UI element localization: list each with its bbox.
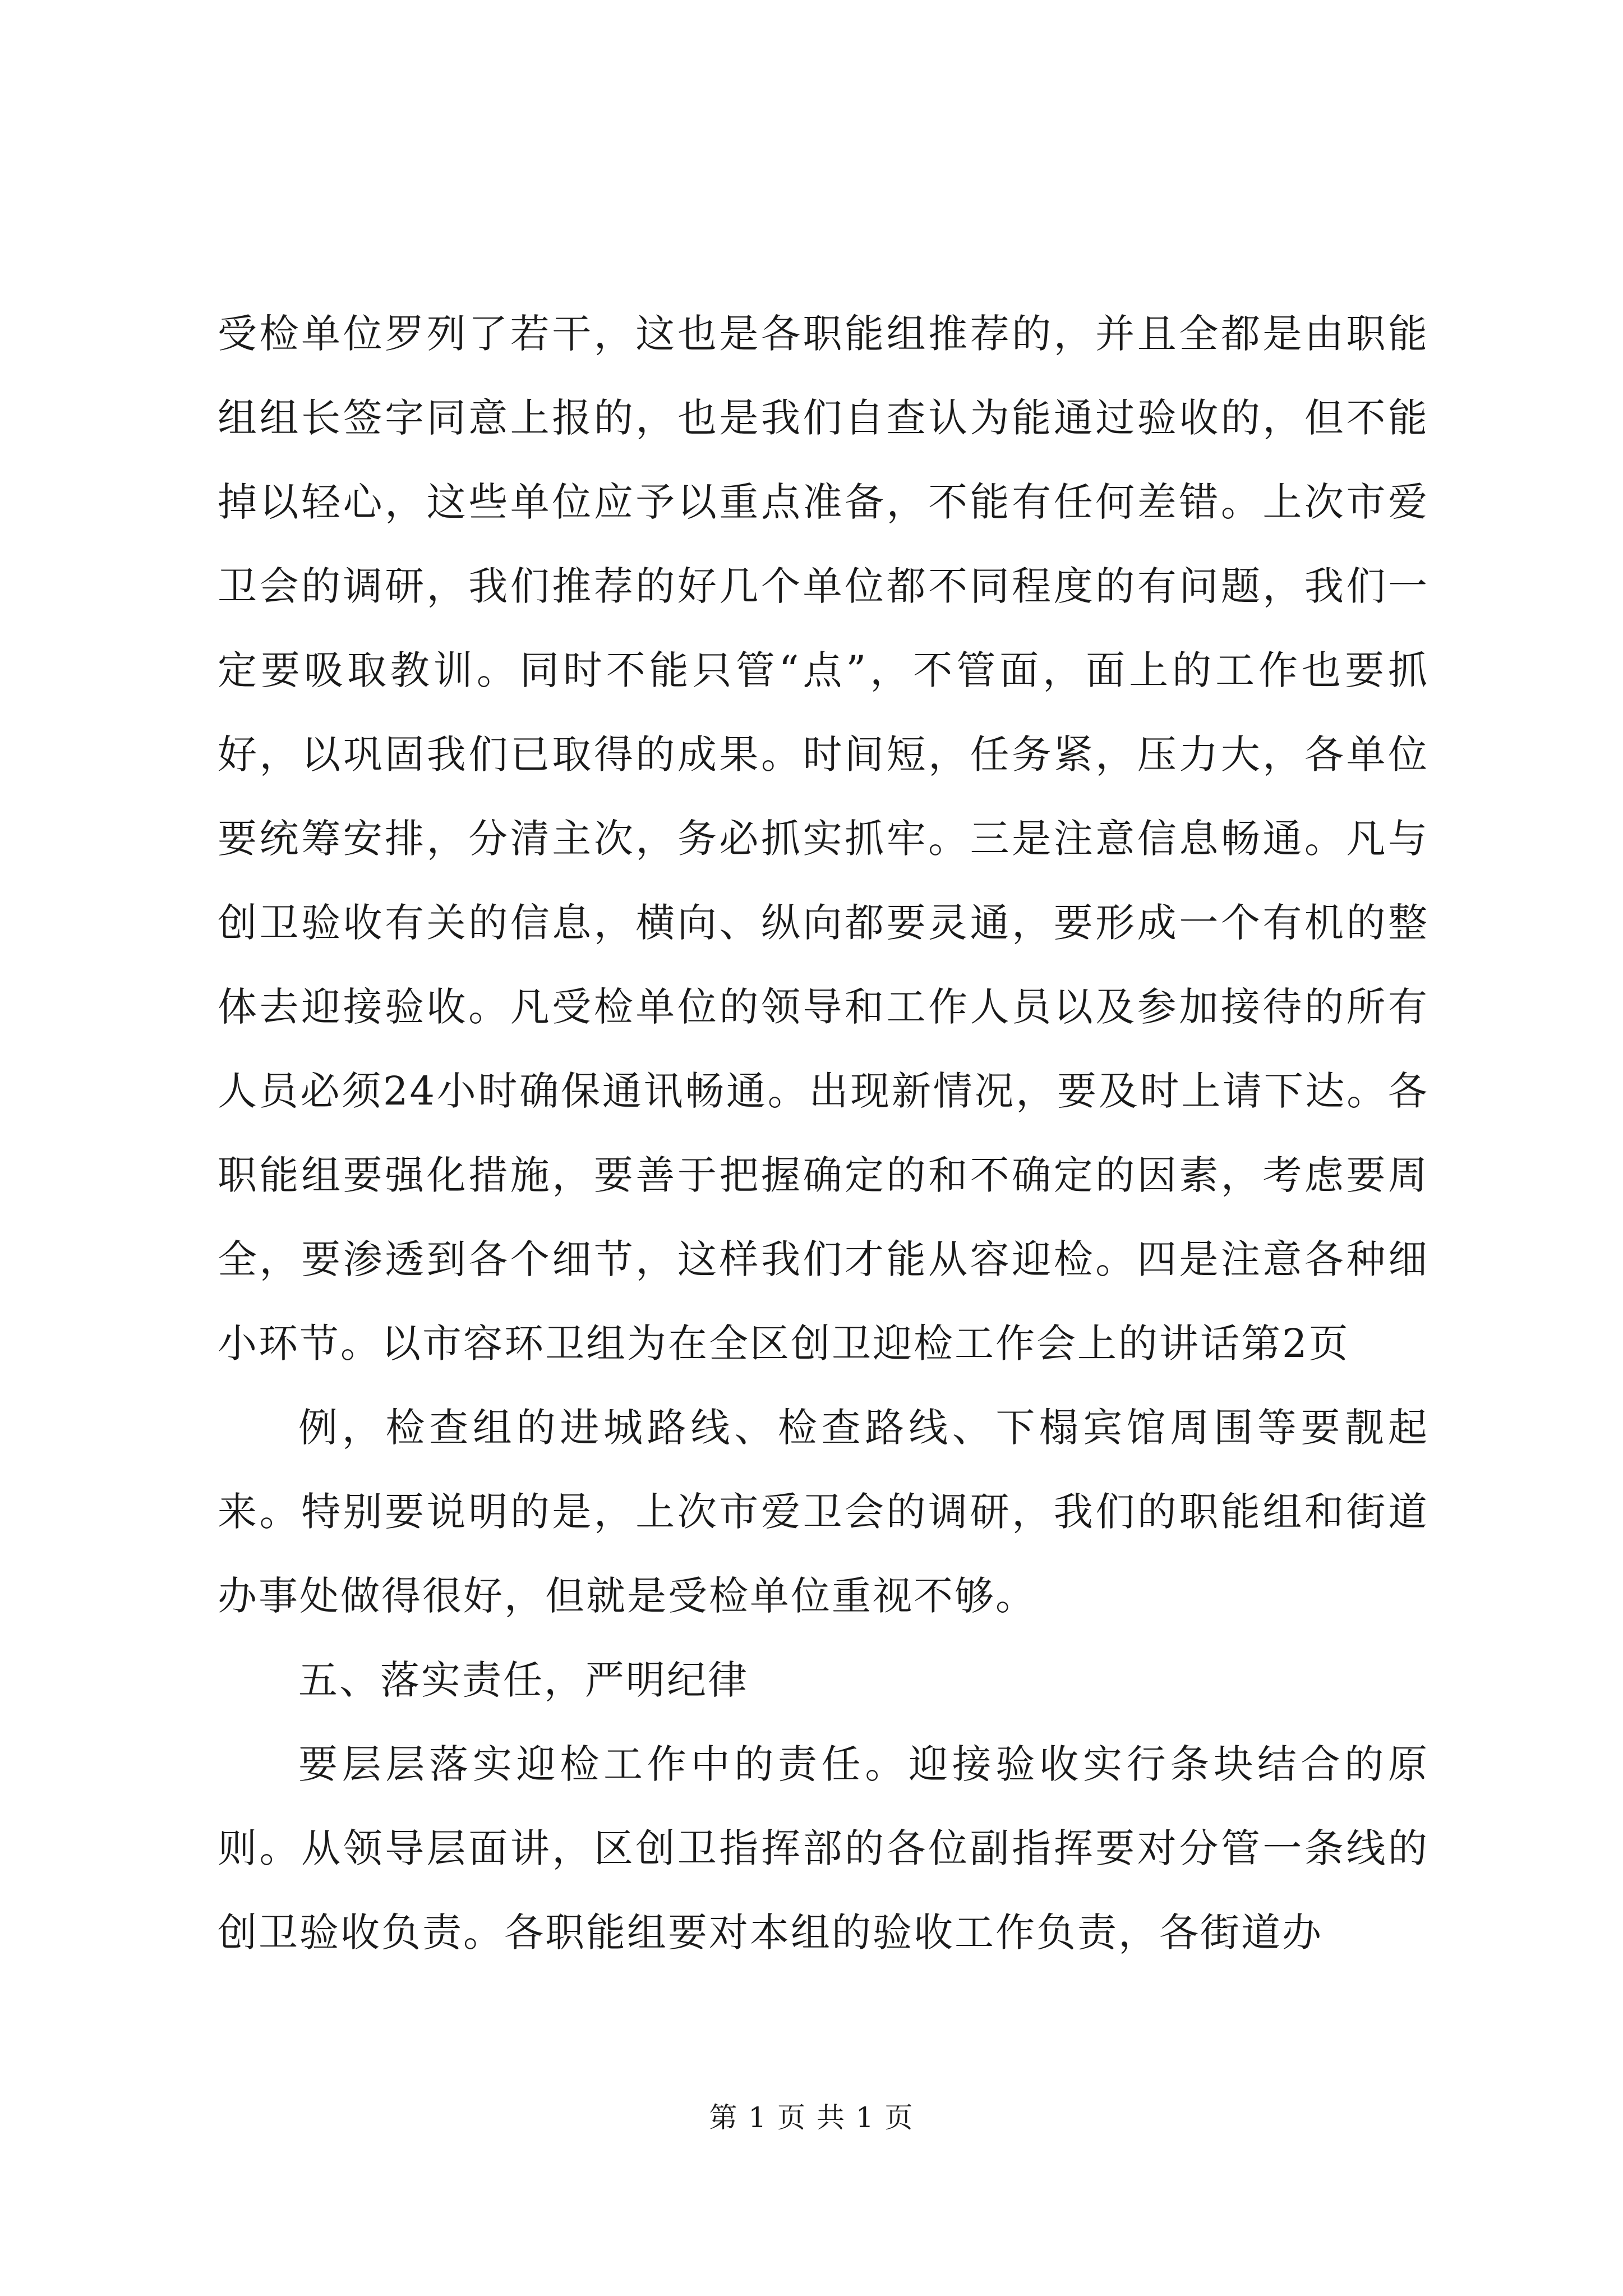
section-heading: 五、落实责任，严明纪律 bbox=[298, 1657, 749, 1703]
page-footer: 第 1 页 共 1 页 bbox=[709, 2101, 914, 2134]
document-body bbox=[218, 292, 1429, 1975]
paragraph-2: 例，检查组的进城路线、检查路线、下榻宾馆周围等要靓起来。特别要说明的是，上次市爱卫会的调研，我们的职能组和街道办事处做得很好，但就是受检单位重视不够。 bbox=[218, 1405, 1429, 1619]
paragraph-1: 受检单位罗列了若干，这也是各职能组推荐的，并且全都是由职能组组长签字同意上报的，也是我们自查认为能通过验收的，但不能掉以轻心，这些单位应予以重点准备，不能有任何差错。上次市爱卫会的调研，我们推荐的好几个单位都不同程度的有问题，我们一定要吸取教训。同时不能只管“点”，不管面，面上的工作也要抓好，以巩固我们已取得的成果。时间短，任务紧，压力大，各单位要统筹安排，分清主次，务必抓实抓牢。三是注意信息畅通。凡与创卫验收有关的信息，横向、纵向都要灵通，要形成一个有机的整体去迎接验收。凡受检单位的领导和工作人员以及参加接待的所有人员必须24小时确保通讯畅通。出现新情况，要及时上请下达。各职能组要强化措施，要善于把握确定的和不确定的因素，考虑要周全，要渗透到各个细节，这样我们才能从容迎检。四是注意各种细小环节。以市容环卫组为在全区创卫迎检工作会上的讲话第2页 bbox=[218, 311, 1429, 1366]
paragraph-3: 要层层落实迎检工作中的责任。迎接验收实行条块结合的原则。从领导层面讲，区创卫指挥部的各位副指挥要对分管一条线的创卫验收负责。各职能组要对本组的验收工作负责，各街道办 bbox=[218, 1741, 1429, 1955]
